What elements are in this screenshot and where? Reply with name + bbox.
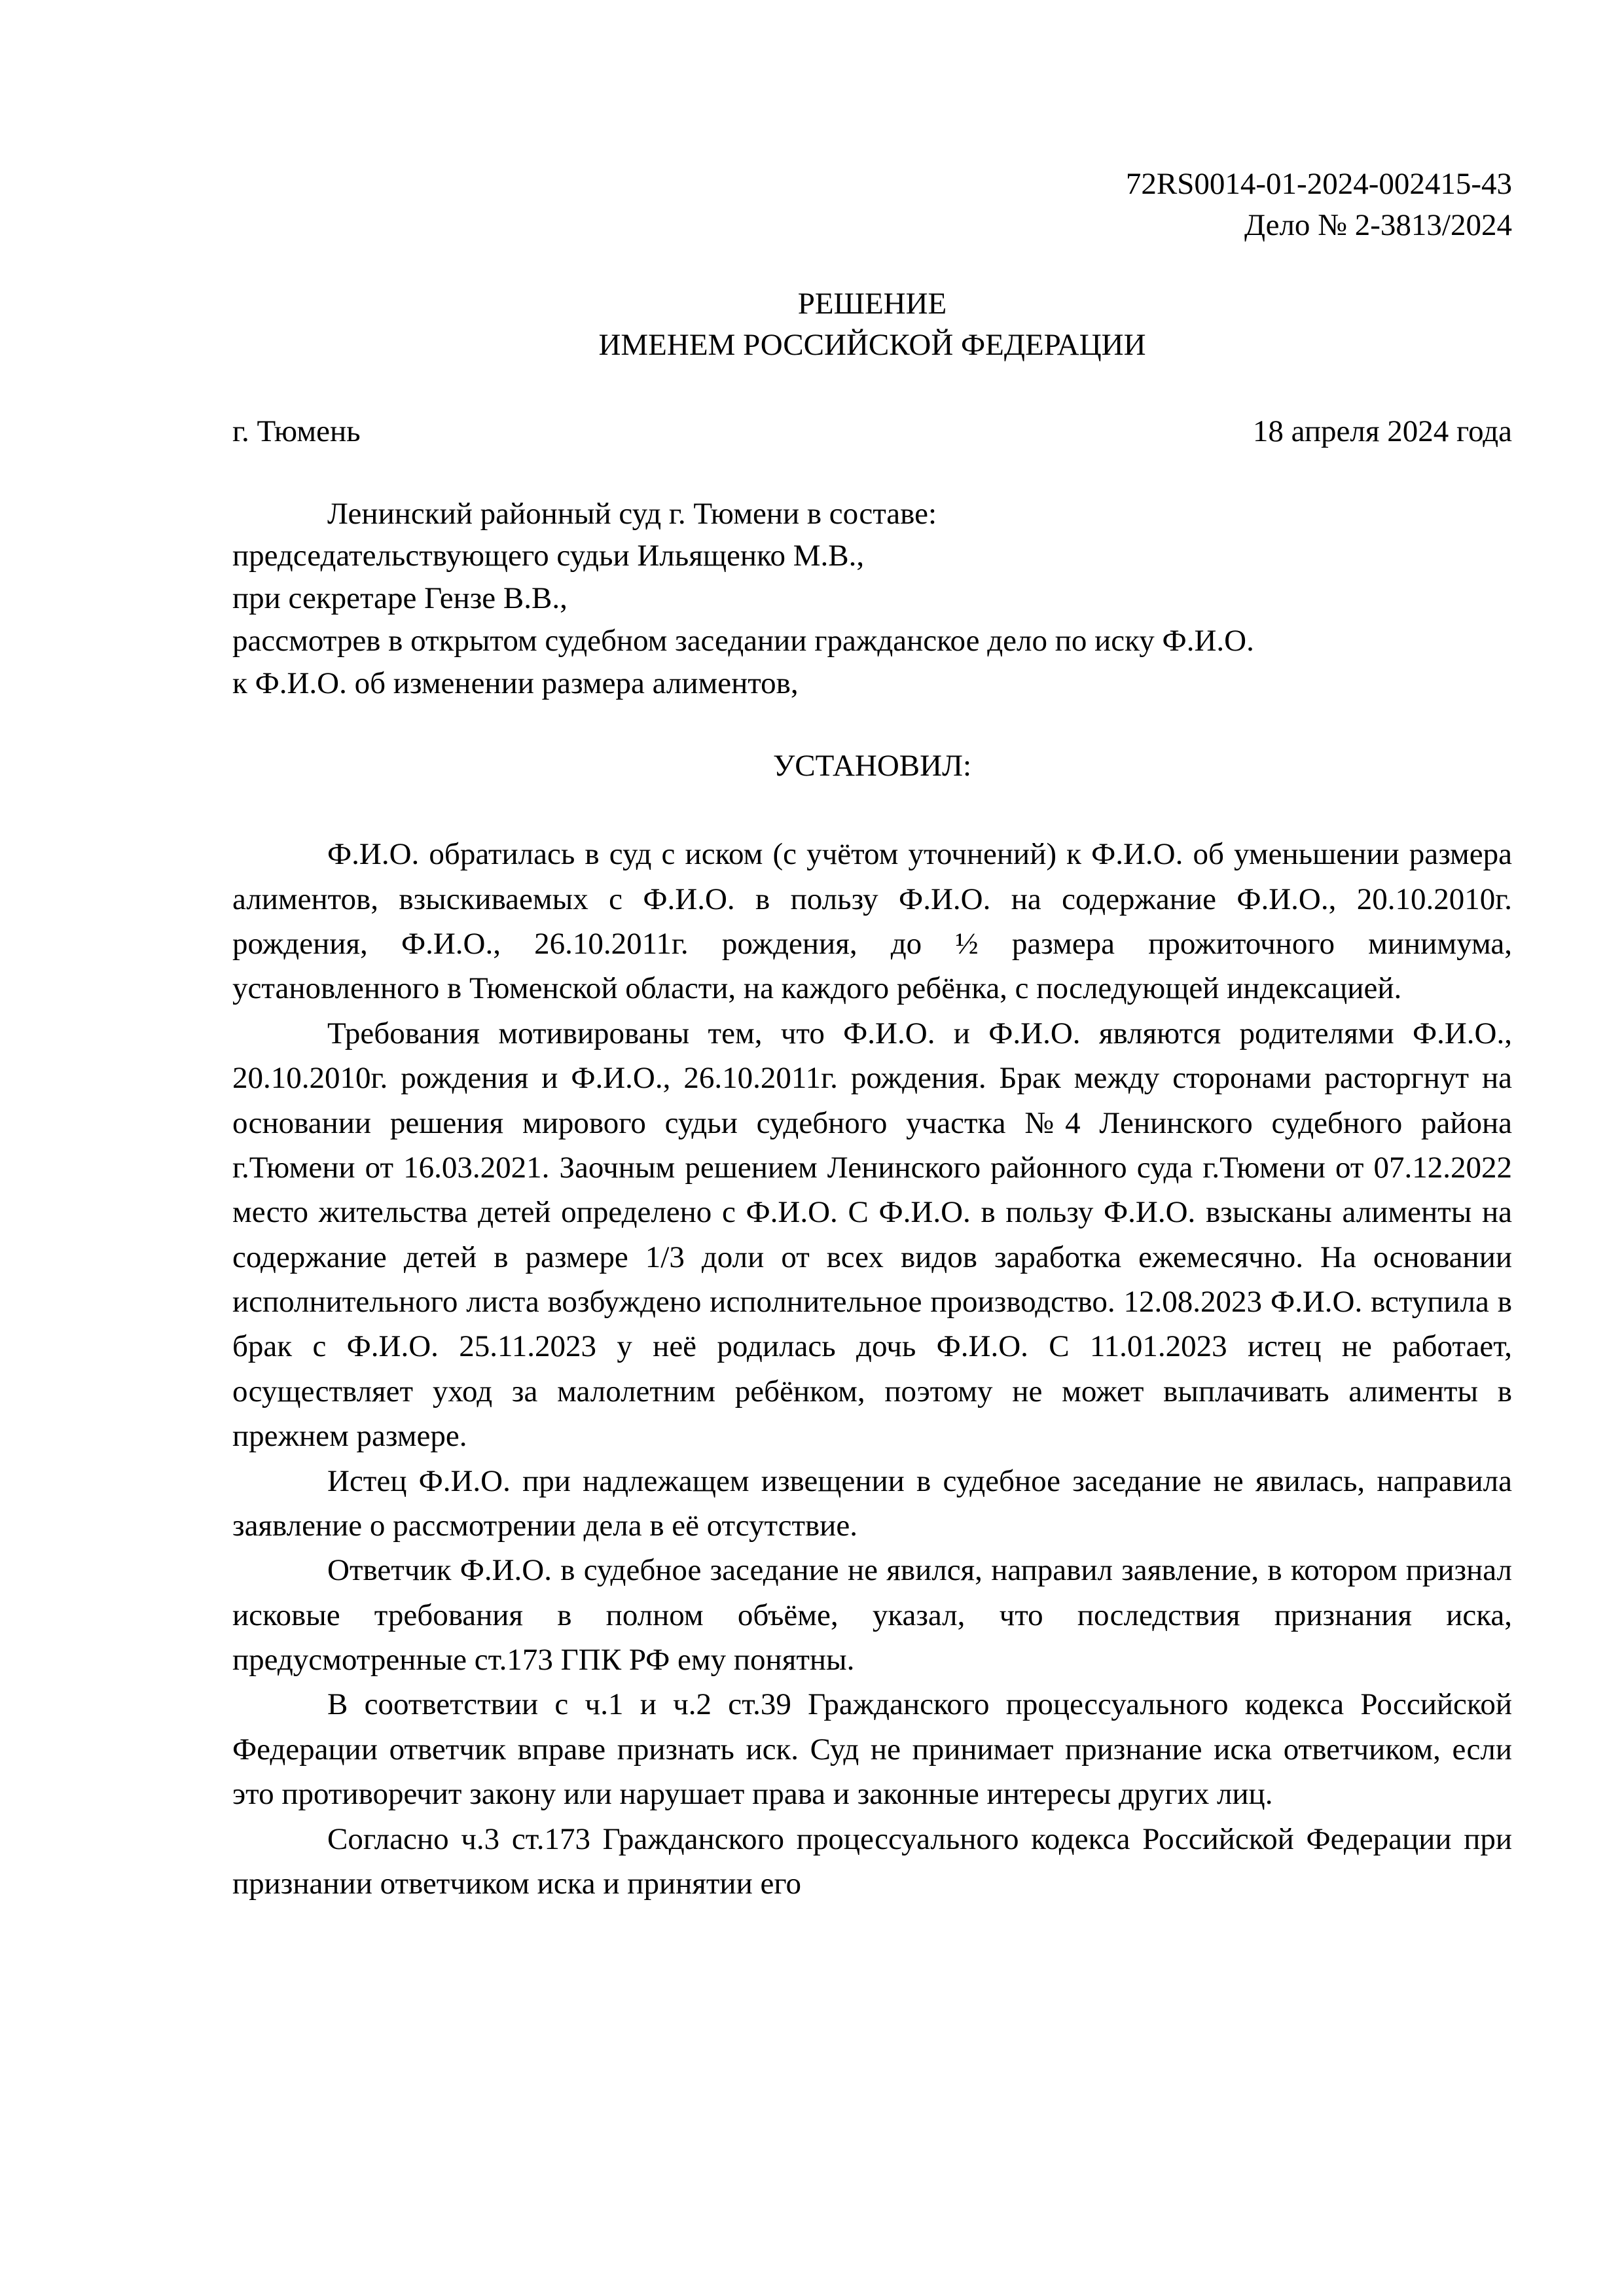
place-and-date [232, 411, 1512, 452]
composition-secretary: при секретаре Гензе В.В., [232, 581, 568, 616]
title-line-federation: ИМЕНЕМ РОССИЙСКОЙ ФЕДЕРАЦИИ [598, 327, 1146, 362]
composition-hearing-line-2: к Ф.И.О. об изменении размера алиментов, [232, 666, 799, 700]
paragraph-article-173: Согласно ч.3 ст.173 Гражданского процессуального кодекса Российской Федерации при признании ответчиком иска и принятии его [232, 1821, 1512, 1901]
paragraph-defendant-admission: Ответчик Ф.И.О. в судебное заседание не явился, направил заявление, в котором признал исковые требования в полном объёме, указал, что последствия признания иска, предусмотренные ст.173 ГПК РФ ему понятны. [232, 1553, 1512, 1677]
document-body [232, 832, 1512, 1906]
paragraph-article-39: В соответствии с ч.1 и ч.2 ст.39 Гражданского процессуального кодекса Российской Федерации ответчик вправе признать иск. Суд не принимает признание иска ответчиком, если это противоречит закону или нарушает права и законные интересы других лиц. [232, 1687, 1512, 1812]
case-uid: 72RS0014-01-2024-002415-43 [1125, 167, 1512, 201]
title-line-decision: РЕШЕНИЕ [797, 287, 947, 321]
document-title [232, 283, 1512, 365]
composition-hearing-line-1: рассмотрев в открытом судебном заседании гражданское дело по иску Ф.И.О. [232, 624, 1254, 658]
paragraph-claim-grounds: Требования мотивированы тем, что Ф.И.О. и Ф.И.О. являются родителями Ф.И.О., 20.10.2010г. рождения и Ф.И.О., 26.10.2011г. рождения. Брак между сторонами расторгнут на основании решения мирового судьи судебного участка №4 Ленинского судебного района г.Тюмени от 16.03.2021. Заочным решением Ленинского районного суда г.Тюмени от 07.12.2022 место жительства детей определено с Ф.И.О. С Ф.И.О. в пользу Ф.И.О. взысканы алименты на содержание детей в размере 1/3 доли от всех видов заработка ежемесячно. На основании исполнительного листа возбуждено исполнительное производство. 12.08.2023 Ф.И.О. вступила в брак с Ф.И.О. 25.11.2023 у неё родилась дочь Ф.И.О. С 11.01.2023 истец не работает, осуществляет уход за малолетним ребёнком, поэтому не может выплачивать алименты в прежнем размере. [232, 1016, 1512, 1454]
section-heading-ustanovil: УСТАНОВИЛ: [772, 748, 972, 783]
composition-court: Ленинский районный суд г. Тюмени в составе: [327, 496, 937, 531]
paragraph-claim-subject: Ф.И.О. обратилась в суд с иском (с учётом уточнений) к Ф.И.О. об уменьшении размера алиментов, взыскиваемых с Ф.И.О. в пользу Ф.И.О. на содержание Ф.И.О., 20.10.2010г. рождения, Ф.И.О., 26.10.2011г. рождения, до ½ размера прожиточного минимума, установленного в Тюменской области, на каждого ребёнка, с последующей индексацией. [232, 837, 1512, 1006]
composition-judge: председательствующего судьи Ильященко М.В., [232, 539, 865, 573]
court-composition [232, 493, 1512, 705]
city-label: г. Тюмень [232, 414, 361, 448]
paragraph-plaintiff-absence: Истец Ф.И.О. при надлежащем извещении в судебное заседание не явилась, направила заявление о рассмотрении дела в её отсутствие. [232, 1463, 1512, 1543]
date-label: 18 апреля 2024 года [1252, 414, 1512, 448]
document-content [232, 0, 1512, 1906]
case-header [232, 164, 1512, 245]
case-number: Дело № 2-3813/2024 [1244, 207, 1512, 242]
